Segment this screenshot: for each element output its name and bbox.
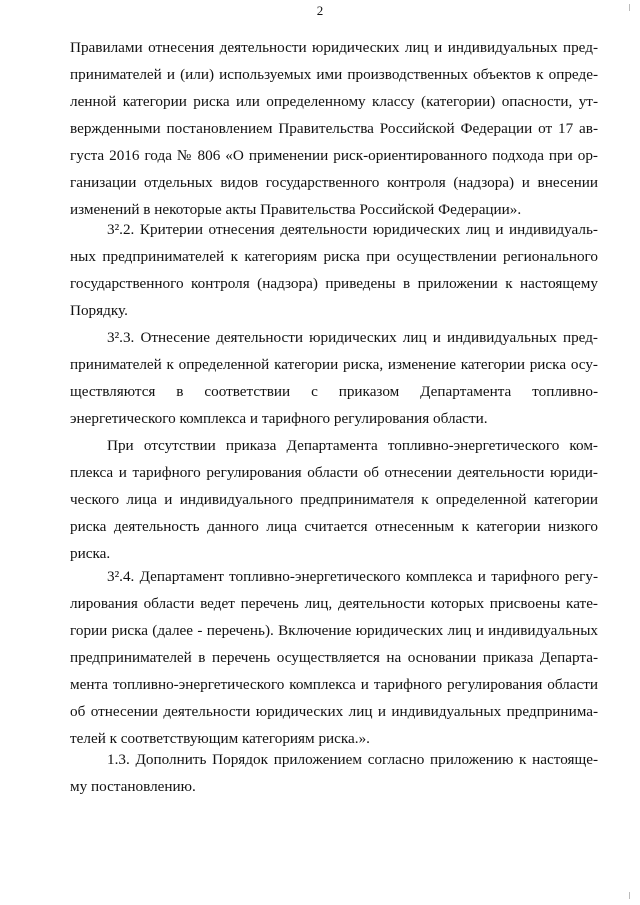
text-line: му постановлению. [70, 778, 196, 795]
paragraph-3-2-4 [70, 563, 598, 752]
text-line: предпринимателей в перечень осуществляется на основании приказа Департа- [70, 649, 598, 666]
text-line: густа 2016 года № 806 «О применении риск-ориентированного подхода при ор- [70, 147, 598, 164]
text-line: 3².4. Департамент топливно-энергетического комплекса и тарифного регу- [107, 568, 598, 585]
text-line: мента топливно-энергетического комплекса и тарифного регулирования области [70, 676, 598, 693]
text-line: энергетического комплекса и тарифного регулирования области. [70, 410, 488, 427]
text-line: 3².3. Отнесение деятельности юридических лиц и индивидуальных пред- [107, 329, 598, 346]
text-line: принимателей к определенной категории риска, изменение категории риска осу- [70, 356, 598, 373]
paragraph-no-order [70, 432, 598, 567]
text-line: Порядку. [70, 302, 128, 319]
page-number: 2 [316, 3, 324, 18]
text-line: изменений в некоторые акты Правительства Российской Федерации». [70, 201, 522, 218]
text-line: Правилами отнесения деятельности юридических лиц и индивидуальных пред- [70, 39, 598, 56]
text-line: гории риска (далее - перечень). Включение юридических лиц и индивидуальных [70, 622, 598, 639]
text-line: ных предпринимателей к категориям риска при осуществлении регионального [70, 248, 598, 265]
text-line: ческого лица и индивидуального предпринимателя к определенной категории [70, 491, 598, 508]
text-line: ганизации отдельных видов государственного контроля (надзора) и внесении [70, 174, 598, 191]
text-line: государственного контроля (надзора) приведены в приложении к настоящему [70, 275, 598, 292]
text-line: плекса и тарифного регулирования области об отнесении деятельности юриди- [70, 464, 598, 481]
paragraph-1-3 [70, 746, 598, 800]
paragraph-3-2-2 [70, 216, 598, 324]
scan-edge-mark [629, 4, 630, 11]
text-line: риска деятельность данного лица считается отнесенным к категории низкого [70, 518, 598, 535]
text-line: принимателей и (или) используемых ими производственных объектов к опреде- [70, 66, 598, 83]
text-line: вержденными постановлением Правительства Российской Федерации от 17 ав- [70, 120, 598, 137]
text-line: ществляются в соответствии с приказом Департамента топливно- [70, 383, 598, 400]
text-line: риска. [70, 545, 111, 562]
paragraph-continuation [70, 34, 598, 223]
text-line: об отнесении деятельности юридических лиц и индивидуальных предпринима- [70, 703, 598, 720]
paragraph-3-2-3 [70, 324, 598, 432]
text-line: 3².2. Критерии отнесения деятельности юридических лиц и индивидуаль- [107, 221, 598, 238]
text-line: лирования области ведет перечень лиц, деятельности которых присвоены кате- [70, 595, 598, 612]
text-line: телей к соответствующим категориям риска.». [70, 730, 370, 747]
scan-edge-mark [629, 892, 630, 899]
text-line: 1.3. Дополнить Порядок приложением согласно приложению к настояще- [107, 751, 598, 768]
text-line: При отсутствии приказа Департамента топливно-энергетического ком- [107, 437, 598, 454]
text-line: ленной категории риска или определенному классу (категории) опасности, ут- [70, 93, 598, 110]
